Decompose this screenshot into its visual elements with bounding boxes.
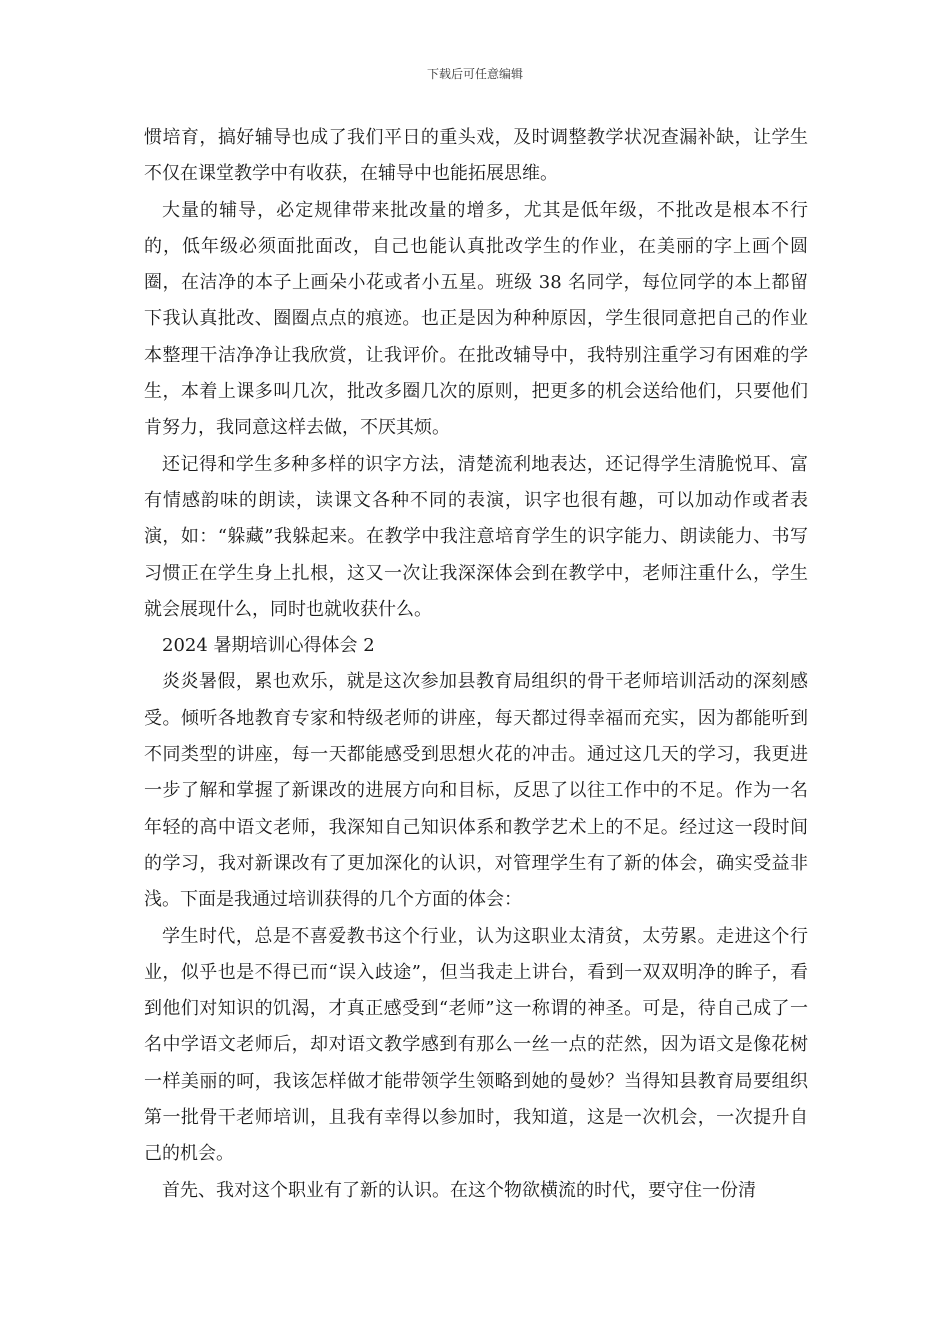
paragraph: 惯培育，搞好辅导也成了我们平日的重头戏，及时调整教学状况查漏补缺，让学生不仅在课堂教学中有收获，在辅导中也能拓展思维。: [144, 127, 808, 185]
paragraph: 学生时代，总是不喜爱教书这个行业，认为这职业太清贫，太劳累。走进这个行业，似乎也是不得已而“误入歧途”，但当我走上讲台，看到一双双明净的眸子，看到他们对知识的饥渴，才真正感受到“老师”这一称谓的神圣。可是，待自己成了一名中学语文老师后，却对语文教学感到有那么一丝一点的茫然，因为语文是像花树一样美丽的呵，我该怎样做才能带领学生领略到她的曼妙？当得知县教育局要组织第一批骨干老师培训，且我有幸得以参加时，我知道，这是一次机会，一次提升自己的机会。: [144, 925, 808, 1165]
page-header: 下载后可任意编辑: [426, 67, 523, 81]
paragraph: 大量的辅导，必定规律带来批改量的增多，尤其是低年级，不批改是根本不行的，低年级必须面批面改，自己也能认真批改学生的作业，在美丽的字上画个圆圈，在洁净的本子上画朵小花或者小五星。班级 38 名同学，每位同学的本上都留下我认真批改、圈圈点点的痕迹。也正是因为种种原因，学生很同意把自己的作业本整理干洁净净让我欣赏，让我评价。在批改辅导中，我特别注重学习有困难的学生，本着上课多叫几次，批改多圈几次的原则，把更多的机会送给他们，只要他们肯努力，我同意这样去做，不厌其烦。: [144, 199, 808, 439]
document-body: [144, 120, 808, 1209]
paragraph: 首先、我对这个职业有了新的认识。在这个物欲横流的时代，要守住一份清: [162, 1179, 756, 1201]
paragraph: 炎炎暑假，累也欢乐，就是这次参加县教育局组织的骨干老师培训活动的深刻感受。倾听各地教育专家和特级老师的讲座，每天都过得幸福而充实，因为都能听到不同类型的讲座，每一天都能感受到思想火花的冲击。通过这几天的学习，我更进一步了解和掌握了新课改的进展方向和目标，反思了以往工作中的不足。作为一名年轻的高中语文老师，我深知自己知识体系和教学艺术上的不足。经过这一段时间的学习，我对新课改有了更加深化的认识，对管理学生有了新的体会，确实受益非浅。下面是我通过培训获得的几个方面的体会：: [144, 671, 808, 911]
paragraph: 还记得和学生多种多样的识字方法，清楚流利地表达，还记得学生清脆悦耳、富有情感韵味的朗读，读课文各种不同的表演，识字也很有趣，可以加动作或者表演，如：“躲藏”我躲起来。在教学中我注意培育学生的识字能力、朗读能力、书写习惯正在学生身上扎根，这又一次让我深深体会到在教学中，老师注重什么，学生就会展现什么，同时也就收获什么。: [144, 453, 808, 620]
section-heading: 2024 暑期培训心得体会 2: [162, 635, 375, 657]
